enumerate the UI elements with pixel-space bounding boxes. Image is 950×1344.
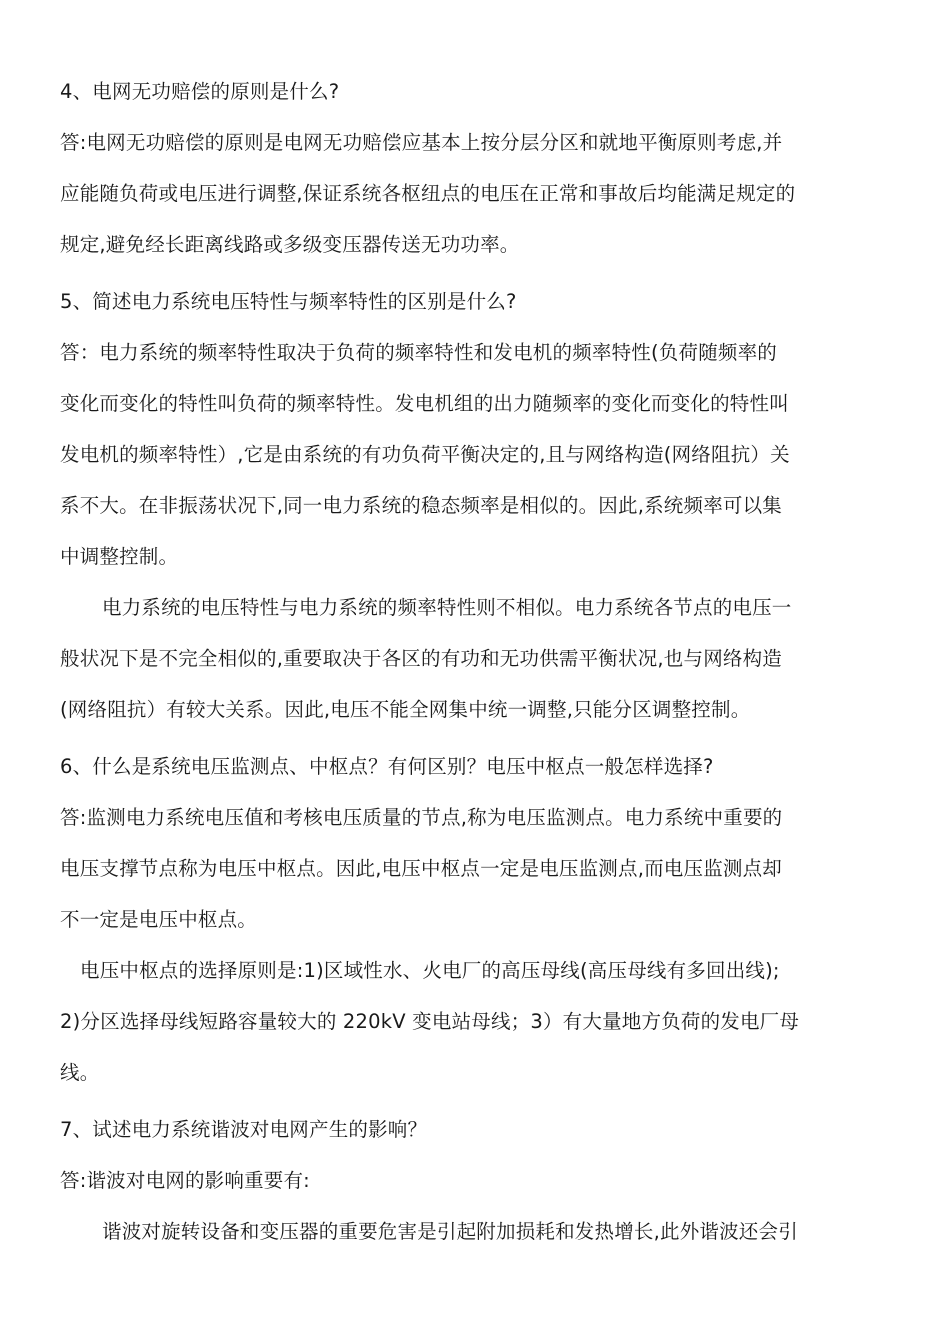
answer-line: 电压支撑节点称为电压中枢点。因此,电压中枢点一定是电压监测点,而电压监测点却 [60, 857, 782, 880]
answer-paragraph-start: 谐波对旋转设备和变压器的重要危害是引起附加损耗和发热增长,此外谐波还会引 [102, 1220, 798, 1243]
answer-line: 不一定是电压中枢点。 [60, 908, 258, 931]
answer-line: 规定,避免经长距离线路或多级变压器传送无功功率。 [60, 233, 520, 256]
question-4: 4、电网无功赔偿的原则是什么? [60, 80, 340, 103]
answer-paragraph-start: 电力系统的电压特性与电力系统的频率特性则不相似。电力系统各节点的电压一 [102, 596, 792, 619]
answer-line: 2)分区选择母线短路容量较大的 220kV 变电站母线；3）有大量地方负荷的发电厂母 [60, 1010, 800, 1033]
answer-line: 答:谐波对电网的影响重要有: [60, 1169, 310, 1192]
answer-line: 应能随负荷或电压进行调整,保证系统各枢纽点的电压在正常和事故后均能满足规定的 [60, 182, 796, 205]
answer-line: 答:电网无功赔偿的原则是电网无功赔偿应基本上按分层分区和就地平衡原则考虑,并 [60, 131, 783, 154]
question-6: 6、什么是系统电压监测点、中枢点？有何区别？电压中枢点一般怎样选择? [60, 755, 714, 778]
question-7: 7、试述电力系统谐波对电网产生的影响？ [60, 1118, 428, 1141]
answer-line: 中调整控制。 [60, 545, 179, 568]
answer-line: 答:监测电力系统电压值和考核电压质量的节点,称为电压监测点。电力系统中重要的 [60, 806, 783, 829]
answer-line: 发电机的频率特性）,它是由系统的有功负荷平衡决定的,且与网络构造(网络阻抗）关 [60, 443, 790, 466]
answer-paragraph-start: 电压中枢点的选择原则是:1)区域性水、火电厂的高压母线(高压母线有多回出线); [80, 959, 780, 982]
answer-line: (网络阻抗）有较大关系。因此,电压不能全网集中统一调整,只能分区调整控制。 [60, 698, 751, 721]
answer-line: 系不大。在非振荡状况下,同一电力系统的稳态频率是相似的。因此,系统频率可以集 [60, 494, 782, 517]
answer-line: 变化而变化的特性叫负荷的频率特性。发电机组的出力随频率的变化而变化的特性叫 [60, 392, 789, 415]
answer-line: 般状况下是不完全相似的,重要取决于各区的有功和无功供需平衡状况,也与网络构造 [60, 647, 782, 670]
answer-line: 线。 [60, 1061, 100, 1084]
document-page [60, 66, 896, 1257]
question-5: 5、简述电力系统电压特性与频率特性的区别是什么? [60, 290, 517, 313]
answer-line: 答：电力系统的频率特性取决于负荷的频率特性和发电机的频率特性(负荷随频率的 [60, 341, 778, 364]
